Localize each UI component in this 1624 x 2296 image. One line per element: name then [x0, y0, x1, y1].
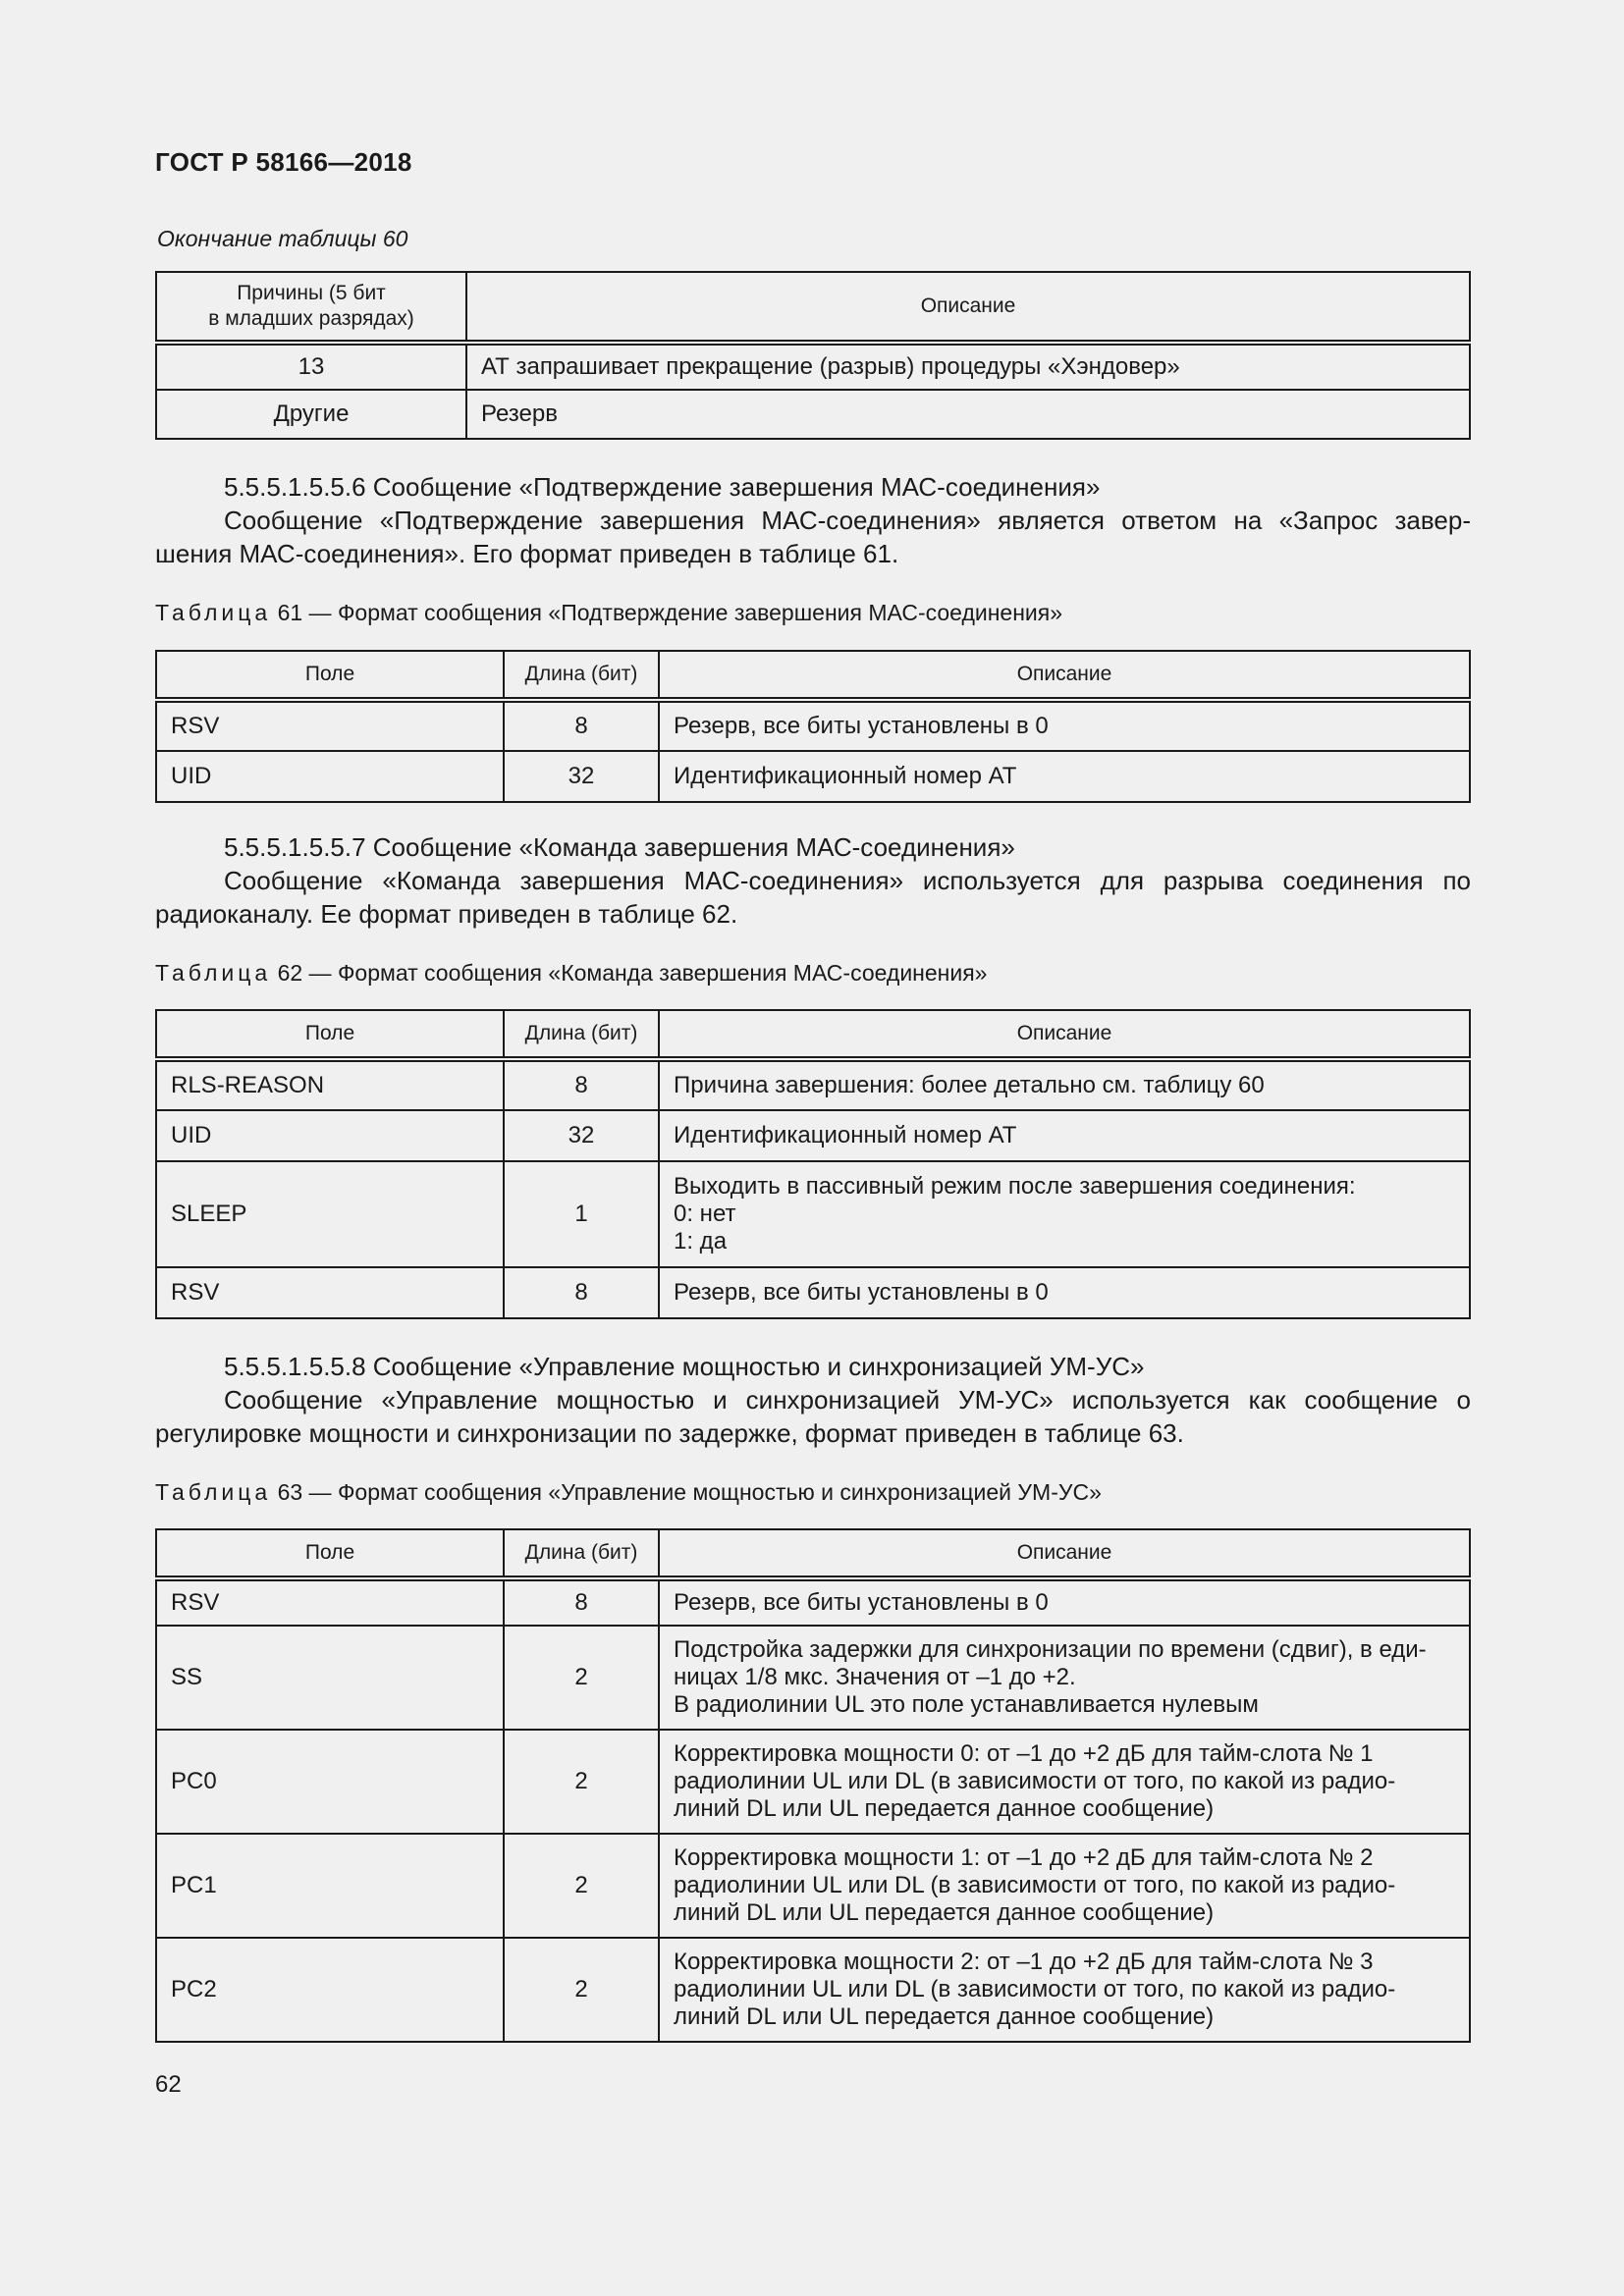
section-5557: [155, 830, 1471, 931]
table62-cell: RSV: [156, 1267, 504, 1318]
table62-cell: 32: [504, 1110, 659, 1161]
table62-caption: [155, 960, 987, 987]
paragraph-line: шения МАС-соединения». Его формат приведен в таблице 61.: [155, 539, 899, 568]
table-row: [156, 343, 1470, 390]
table62-header-description: Описание: [659, 1010, 1470, 1059]
table61-cell: 32: [504, 751, 659, 802]
table-63: [155, 1528, 1471, 2043]
table63-cell: 2: [504, 1938, 659, 2042]
table-caption-text: 61 — Формат сообщения «Подтверждение завершения МАС-соединения»: [271, 600, 1063, 625]
table-row: [156, 1161, 1470, 1267]
table63-cell: Корректировка мощности 0: от –1 до +2 дБ для тайм-слота № 1 радиолинии UL или DL (в зависимости от того, по какой из радио- линий DL или UL передается данное сообщение): [659, 1730, 1470, 1834]
page-number: 62: [155, 2071, 182, 2098]
table63-cell: Корректировка мощности 2: от –1 до +2 дБ для тайм-слота № 3 радиолинии UL или DL (в зависимости от того, по какой из радио- линий DL или UL передается данное сообщение): [659, 1938, 1470, 2042]
section-heading: 5.5.5.1.5.5.6 Сообщение «Подтверждение завершения МАС-соединения»: [224, 472, 1101, 502]
table62-cell: Идентификационный номер АТ: [659, 1110, 1470, 1161]
table-row: [156, 1730, 1470, 1834]
table61-header-description: Описание: [659, 651, 1470, 700]
paragraph-line: Сообщение «Команда завершения МАС-соединения» используется для разрыва соединения по: [224, 866, 1471, 895]
table61-cell: RSV: [156, 700, 504, 751]
table63-header-length: Длина (бит): [504, 1529, 659, 1578]
table-row: [156, 751, 1470, 802]
table62-cell: Выходить в пассивный режим после завершения соединения: 0: нет 1: да: [659, 1161, 1470, 1267]
table60-header-reasons: Причины (5 бит в младших разрядах): [156, 272, 466, 343]
table62-cell: 1: [504, 1161, 659, 1267]
table62-cell: Причина завершения: более детально см. таблицу 60: [659, 1059, 1470, 1110]
table63-cell: 2: [504, 1834, 659, 1938]
table63-cell: Корректировка мощности 1: от –1 до +2 дБ для тайм-слота № 2 радиолинии UL или DL (в зависимости от того, по какой из радио- линий DL или UL передается данное сообщение): [659, 1834, 1470, 1938]
table63-cell: 8: [504, 1578, 659, 1626]
table-row: [156, 1578, 1470, 1626]
table63-cell: 2: [504, 1626, 659, 1730]
table-caption-prefix: Таблица: [155, 1479, 272, 1505]
table-caption-prefix: Таблица: [155, 600, 272, 625]
table-row: [156, 1938, 1470, 2042]
table63-cell: SS: [156, 1626, 504, 1730]
table63-cell: Подстройка задержки для синхронизации по времени (сдвиг), в еди- ницах 1/8 мкс. Значения от –1 до +2. В радиолинии UL это поле устанавливается нулевым: [659, 1626, 1470, 1730]
table62-cell: 8: [504, 1267, 659, 1318]
table-row: [156, 390, 1470, 439]
table-row: [156, 1059, 1470, 1110]
table60-cell: Резерв: [466, 390, 1470, 439]
table-row: [156, 700, 1470, 751]
table61-cell: Резерв, все биты установлены в 0: [659, 700, 1470, 751]
table61-cell: Идентификационный номер АТ: [659, 751, 1470, 802]
table63-header-description: Описание: [659, 1529, 1470, 1578]
table-caption-prefix: Таблица: [155, 960, 272, 986]
table61-cell: UID: [156, 751, 504, 802]
table62-cell: UID: [156, 1110, 504, 1161]
table63-cell: 2: [504, 1730, 659, 1834]
paragraph-line: Сообщение «Управление мощностью и синхронизацией УМ-УС» используется как сообщение о: [224, 1385, 1471, 1415]
paragraph-line: радиоканалу. Ее формат приведен в таблице 62.: [155, 899, 738, 929]
paragraph-line: Сообщение «Подтверждение завершения МАС-соединения» является ответом на «Запрос завер-: [224, 506, 1471, 535]
table-62: [155, 1009, 1471, 1319]
table60-cell: Другие: [156, 390, 466, 439]
table-caption-text: 62 — Формат сообщения «Команда завершения МАС-соединения»: [271, 960, 988, 986]
table63-cell: Резерв, все биты установлены в 0: [659, 1578, 1470, 1626]
table-row: [156, 1267, 1470, 1318]
section-heading: 5.5.5.1.5.5.7 Сообщение «Команда завершения МАС-соединения»: [224, 832, 1015, 862]
document-title: ГОСТ Р 58166—2018: [155, 147, 412, 177]
table61-header-field: Поле: [156, 651, 504, 700]
section-heading: 5.5.5.1.5.5.8 Сообщение «Управление мощностью и синхронизацией УМ-УС»: [224, 1352, 1145, 1381]
table-61: [155, 650, 1471, 803]
table63-cell: RSV: [156, 1578, 504, 1626]
table61-cell: 8: [504, 700, 659, 751]
table63-header-field: Поле: [156, 1529, 504, 1578]
table62-cell: 8: [504, 1059, 659, 1110]
table60-cell: АТ запрашивает прекращение (разрыв) процедуры «Хэндовер»: [466, 343, 1470, 390]
table-row: [156, 1626, 1470, 1730]
table-row: [156, 1110, 1470, 1161]
table62-cell: Резерв, все биты установлены в 0: [659, 1267, 1470, 1318]
table62-header-length: Длина (бит): [504, 1010, 659, 1059]
table63-caption: [155, 1479, 1102, 1506]
table60-cell: 13: [156, 343, 466, 390]
table62-cell: SLEEP: [156, 1161, 504, 1267]
table60-header-description: Описание: [466, 272, 1470, 343]
table63-cell: PC1: [156, 1834, 504, 1938]
table62-cell: RLS-REASON: [156, 1059, 504, 1110]
section-5556: [155, 470, 1471, 570]
table60-end-caption: Окончание таблицы 60: [157, 226, 408, 251]
table61-header-length: Длина (бит): [504, 651, 659, 700]
table-row: [156, 1834, 1470, 1938]
table61-caption: [155, 600, 1062, 626]
table-60-end: [155, 271, 1471, 440]
paragraph-line: регулировке мощности и синхронизации по задержке, формат приведен в таблице 63.: [155, 1418, 1184, 1448]
table62-header-field: Поле: [156, 1010, 504, 1059]
table-caption-text: 63 — Формат сообщения «Управление мощностью и синхронизацией УМ-УС»: [271, 1479, 1102, 1505]
table63-cell: PC0: [156, 1730, 504, 1834]
section-5558: [155, 1350, 1471, 1450]
table63-cell: PC2: [156, 1938, 504, 2042]
